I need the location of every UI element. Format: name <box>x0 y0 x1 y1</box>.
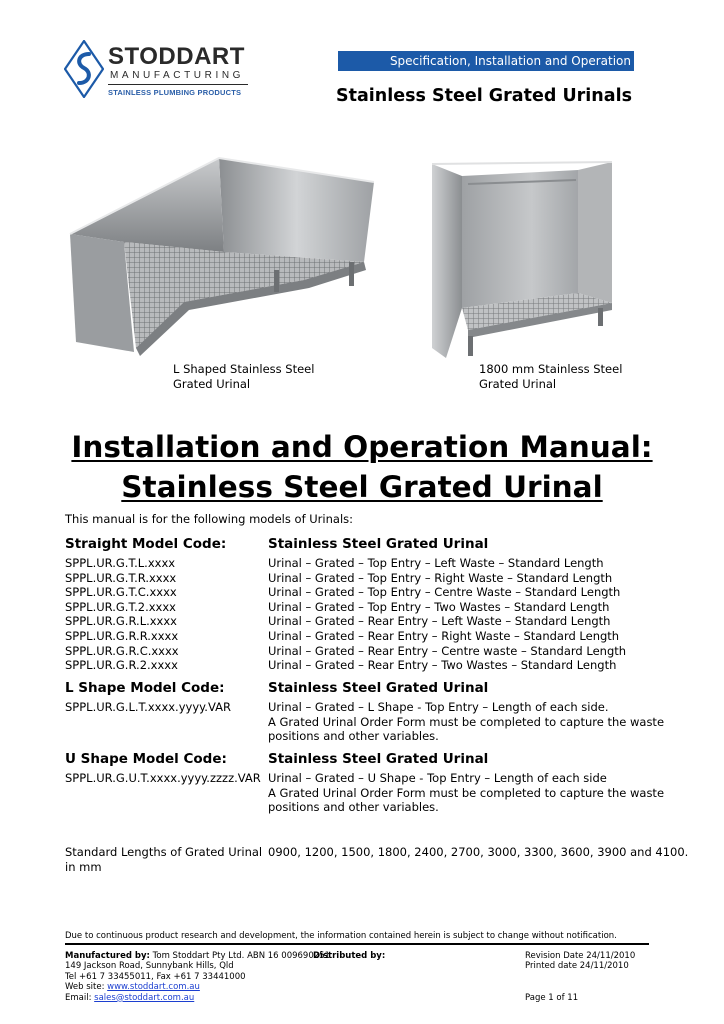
footer-address: 149 Jackson Road, Sunnybank Hills, Qld <box>65 961 234 972</box>
distributed-label: Distributed by: <box>313 951 386 961</box>
photo-caption-l-shape: L Shaped Stainless Steel Grated Urinal <box>173 362 315 391</box>
page-number: Page 1 of 11 <box>525 993 579 1003</box>
website-link[interactable]: www.stoddart.com.au <box>107 982 200 993</box>
footer-divider <box>65 943 649 945</box>
email-label: Email: <box>65 992 92 1003</box>
lshape-product-heading: Stainless Steel Grated Urinal <box>268 680 489 696</box>
stoddart-diamond-icon <box>64 40 104 98</box>
footer-phone: Tel +61 7 33455011, Fax +61 7 33441000 <box>65 971 246 982</box>
model-code-list <box>65 556 179 673</box>
ushape-description: Urinal – Grated – U Shape - Top Entry – Length of each side A Grated Urinal Order Form must be completed to capture the waste positions and other variables. <box>268 771 665 815</box>
lshape-model-heading: L Shape Model Code: <box>65 680 225 696</box>
standard-lengths-values: 0900, 1200, 1500, 1800, 2400, 2700, 3000, 3300, 3600, 3900 and 4100. <box>268 845 689 859</box>
ushape-product-heading: Stainless Steel Grated Urinal <box>268 751 489 767</box>
document-title: Stainless Steel Grated Urinals <box>335 86 632 106</box>
model-code: SPPL.UR.G.R.C.xxxx <box>65 643 179 658</box>
model-description: Urinal – Grated – Rear Entry – Two Wastes – Standard Length <box>268 658 617 673</box>
manufactured-label: Manufactured by: <box>65 951 150 961</box>
company-logo <box>64 38 250 100</box>
logo-tagline: STAINLESS PLUMBING PRODUCTS <box>108 88 242 97</box>
model-code: SPPL.UR.G.T.R.xxxx <box>65 570 177 585</box>
model-description: Urinal – Grated – Rear Entry – Right Waste – Standard Length <box>268 628 620 643</box>
ushape-model-heading: U Shape Model Code: <box>65 751 227 767</box>
lshape-description: Urinal – Grated – L Shape - Top Entry – Length of each side. A Grated Urinal Order Form must be completed to capture the waste positions and other variables. <box>268 700 665 744</box>
straight-urinal-photo <box>428 158 616 358</box>
l-shaped-urinal-photo <box>64 152 380 356</box>
model-description: Urinal – Grated – Top Entry – Two Wastes – Standard Length <box>268 599 610 614</box>
photo-caption-straight: 1800 mm Stainless Steel Grated Urinal <box>479 362 623 391</box>
intro-text: This manual is for the following models of Urinals: <box>65 512 354 526</box>
footer-contact <box>65 951 330 1003</box>
web-label: Web site: <box>65 982 105 993</box>
straight-model-heading: Straight Model Code: <box>65 536 227 552</box>
model-code: SPPL.UR.G.T.C.xxxx <box>65 585 177 600</box>
model-description-list <box>268 556 626 673</box>
logo-sub: MANUFACTURING <box>110 70 245 81</box>
model-code: SPPL.UR.G.T.L.xxxx <box>65 556 176 570</box>
model-code: SPPL.UR.G.R.2.xxxx <box>65 658 178 673</box>
main-title: Installation and Operation Manual: Stainless Steel Grated Urinal <box>71 430 653 504</box>
manufactured-value: Tom Stoddart Pty Ltd. ABN 16 009690251 <box>152 951 330 961</box>
model-description: Urinal – Grated – Rear Entry – Centre waste – Standard Length <box>268 643 627 658</box>
model-description: Urinal – Grated – Top Entry – Left Waste – Standard Length <box>268 556 604 570</box>
model-description: Urinal – Grated – Top Entry – Centre Waste – Standard Length <box>268 585 621 600</box>
footer-disclaimer: Due to continuous product research and development, the information contained herein is subject to change without notification. <box>65 931 617 941</box>
revision-info <box>525 951 635 972</box>
header-band: Specification, Installation and Operation <box>338 51 634 71</box>
revision-date: Revision Date 24/11/2010 <box>525 951 636 961</box>
straight-product-heading: Stainless Steel Grated Urinal <box>268 536 489 552</box>
model-description: Urinal – Grated – Top Entry – Right Waste – Standard Length <box>268 570 613 585</box>
ushape-model-code: SPPL.UR.G.U.T.xxxx.yyyy.zzzz.VAR <box>65 771 261 785</box>
email-link[interactable]: sales@stoddart.com.au <box>94 992 195 1003</box>
standard-lengths-label: Standard Lengths of Grated Urinal in mm <box>65 845 263 874</box>
lshape-model-code: SPPL.UR.G.L.T.xxxx.yyyy.VAR <box>65 700 231 714</box>
model-code: SPPL.UR.G.R.R.xxxx <box>65 628 179 643</box>
logo-divider <box>108 84 248 85</box>
model-code: SPPL.UR.G.T.2.xxxx <box>65 599 176 614</box>
printed-date: Printed date 24/11/2010 <box>525 961 629 972</box>
logo-name: STODDART <box>108 43 245 70</box>
model-description: Urinal – Grated – Rear Entry – Left Waste – Standard Length <box>268 614 611 629</box>
model-code: SPPL.UR.G.R.L.xxxx <box>65 614 177 629</box>
